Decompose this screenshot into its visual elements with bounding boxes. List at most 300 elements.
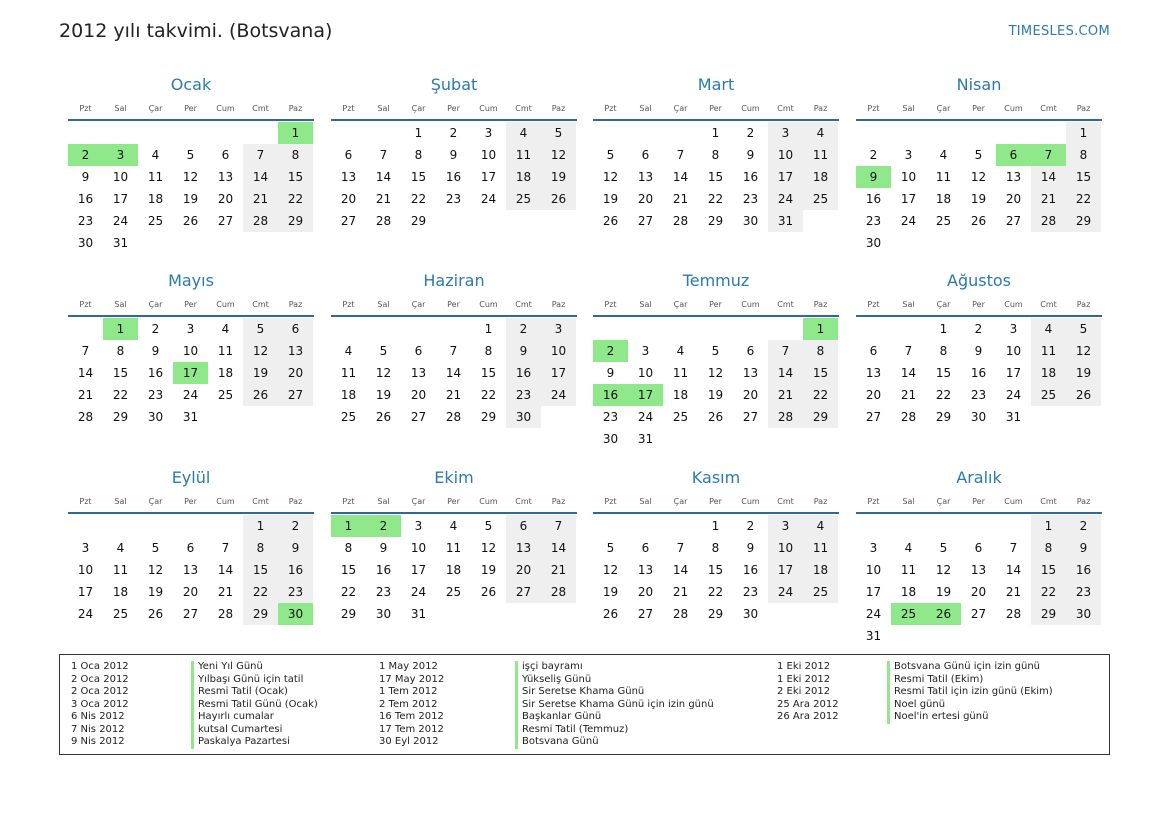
weekday-label: Cum	[479, 497, 498, 506]
day-cell: 19	[602, 192, 619, 206]
day-cell: 31	[637, 432, 654, 446]
day-cell: 19	[541, 166, 576, 188]
weekday-header	[68, 492, 314, 514]
day-cell: 5	[541, 122, 576, 144]
day-grid	[856, 318, 1102, 428]
day-cell: 22	[480, 388, 497, 402]
day-cell: 10	[410, 541, 427, 555]
day-cell: 26	[147, 607, 164, 621]
legend-holiday: Paskalya Pazartesi	[198, 736, 290, 747]
day-cell: 15	[1066, 166, 1101, 188]
day-cell: 25	[803, 188, 838, 210]
weekday-label: Cum	[1004, 497, 1023, 506]
day-cell: 24	[480, 192, 497, 206]
day-cell: 5	[606, 541, 615, 555]
day-cell: 24	[77, 607, 94, 621]
day-cell: 8	[243, 537, 278, 559]
weekday-label: Per	[447, 104, 460, 113]
empty-cell	[331, 318, 366, 340]
day-cell: 19	[707, 388, 724, 402]
legend-date: 1 Tem 2012	[379, 686, 438, 697]
day-cell: 8	[1066, 144, 1101, 166]
day-cell: 24	[900, 214, 917, 228]
day-cell: 22	[707, 192, 724, 206]
legend-date: 17 May 2012	[379, 673, 445, 685]
day-cell: 25	[506, 188, 541, 210]
day-cell: 10	[865, 563, 882, 577]
day-cell: 2	[278, 515, 313, 537]
empty-cell	[331, 122, 366, 144]
empty-cell	[593, 515, 628, 537]
day-cell: 11	[112, 563, 129, 577]
weekday-label: Sal	[377, 104, 390, 113]
day-cell: 18	[803, 166, 838, 188]
legend-holiday: Sir Seretse Khama Günü	[522, 686, 645, 697]
day-cell: 24	[410, 585, 427, 599]
legend-holiday: Sir Seretse Khama Günü için izin günü	[522, 698, 714, 710]
day-cell: 6	[186, 541, 195, 555]
legend-date: 3 Oca 2012	[71, 698, 129, 710]
day-cell: 29	[707, 607, 724, 621]
day-cell: 13	[278, 340, 313, 362]
day-cell: 7	[81, 344, 90, 358]
legend-date: 2 Oca 2012	[71, 686, 129, 697]
weekday-label: Pzt	[604, 104, 617, 113]
empty-cell	[663, 515, 698, 537]
day-cell: 18	[340, 388, 357, 402]
day-cell: 28	[672, 214, 689, 228]
day-cell: 9	[746, 541, 755, 555]
month-calendar	[331, 466, 577, 625]
empty-cell	[138, 515, 173, 537]
day-cell: 2	[974, 322, 983, 336]
month-name: Ocak	[170, 75, 212, 94]
day-cell: 24	[865, 607, 882, 621]
month-name: Ekim	[434, 468, 474, 487]
day-cell: 12	[375, 366, 392, 380]
day-cell: 22	[1031, 581, 1066, 603]
day-cell: 17	[410, 563, 427, 577]
day-cell: 22	[410, 192, 427, 206]
day-cell: 27	[340, 214, 357, 228]
weekday-header	[856, 492, 1102, 514]
weekday-label: Paz	[288, 497, 303, 506]
day-cell: 14	[217, 563, 234, 577]
legend-date: 1 Oca 2012	[71, 661, 129, 672]
empty-cell	[208, 515, 243, 537]
day-cell: 14	[1031, 166, 1066, 188]
legend-dates-1	[71, 661, 129, 749]
day-cell: 16	[506, 362, 541, 384]
day-cell: 5	[939, 541, 948, 555]
day-grid	[68, 122, 314, 254]
day-cell: 4	[506, 122, 541, 144]
day-cell: 17	[112, 192, 129, 206]
day-cell: 22	[803, 384, 838, 406]
empty-cell	[996, 122, 1031, 144]
day-cell: 12	[1066, 340, 1101, 362]
day-cell: 27	[970, 607, 987, 621]
day-cell: 29	[1066, 210, 1101, 232]
day-cell: 23	[865, 214, 882, 228]
brand-link[interactable]: TIMESLES.COM	[1008, 24, 1110, 39]
day-cell: 3	[641, 344, 650, 358]
day-cell: 11	[217, 344, 234, 358]
month-calendar	[856, 73, 1102, 254]
day-cell: 22	[707, 585, 724, 599]
weekday-label: Cmt	[1040, 497, 1057, 506]
day-cell: 18	[112, 585, 129, 599]
empty-cell	[628, 318, 663, 340]
day-cell: 13	[970, 563, 987, 577]
day-cell: 26	[243, 384, 278, 406]
day-cell: 20	[217, 192, 234, 206]
legend-names-1	[191, 661, 318, 749]
day-cell: 8	[414, 148, 423, 162]
day-cell: 8	[484, 344, 493, 358]
day-cell: 22	[278, 188, 313, 210]
empty-cell	[173, 122, 208, 144]
day-cell: 5	[243, 318, 278, 340]
legend-holiday: Botsvana Günü	[522, 736, 599, 747]
day-cell: 30	[602, 432, 619, 446]
empty-cell	[663, 122, 698, 144]
weekday-label: Per	[972, 497, 985, 506]
empty-cell	[103, 515, 138, 537]
day-cell: 18	[1031, 362, 1066, 384]
day-cell: 11	[935, 170, 952, 184]
day-cell: 5	[711, 344, 720, 358]
holiday-day: 9	[856, 166, 891, 188]
empty-cell	[68, 122, 103, 144]
empty-cell	[768, 318, 803, 340]
day-cell: 17	[865, 585, 882, 599]
day-cell: 20	[278, 362, 313, 384]
day-cell: 26	[480, 585, 497, 599]
day-cell: 29	[112, 410, 129, 424]
day-cell: 25	[935, 214, 952, 228]
day-cell: 27	[1005, 214, 1022, 228]
day-cell: 15	[935, 366, 952, 380]
weekday-label: Pzt	[867, 497, 880, 506]
weekday-label: Per	[709, 104, 722, 113]
day-cell: 21	[541, 559, 576, 581]
day-cell: 28	[1005, 607, 1022, 621]
holiday-day: 25	[891, 603, 926, 625]
day-cell: 25	[445, 585, 462, 599]
weekday-label: Sal	[114, 300, 127, 309]
day-cell: 14	[375, 170, 392, 184]
weekday-label: Pzt	[79, 104, 92, 113]
holiday-day: 2	[593, 340, 628, 362]
day-cell: 7	[768, 340, 803, 362]
weekday-header	[68, 99, 314, 121]
day-cell: 25	[217, 388, 234, 402]
weekday-label: Per	[709, 300, 722, 309]
day-cell: 7	[676, 148, 685, 162]
day-cell: 15	[410, 170, 427, 184]
day-cell: 20	[865, 388, 882, 402]
day-cell: 19	[1066, 362, 1101, 384]
legend-date: 25 Ara 2012	[777, 698, 839, 710]
day-cell: 23	[970, 388, 987, 402]
weekday-label: Cmt	[777, 497, 794, 506]
day-cell: 8	[344, 541, 353, 555]
legend-holiday: Hayırlı cumalar	[198, 711, 274, 722]
holiday-day: 30	[278, 603, 313, 625]
day-cell: 11	[340, 366, 357, 380]
day-cell: 25	[672, 410, 689, 424]
day-cell: 10	[182, 344, 199, 358]
day-cell: 23	[375, 585, 392, 599]
legend-date: 26 Ara 2012	[777, 711, 839, 722]
weekday-label: Çar	[148, 300, 163, 309]
weekday-label: Pzt	[79, 300, 92, 309]
day-cell: 27	[506, 581, 541, 603]
weekday-header	[593, 492, 839, 514]
day-cell: 12	[541, 144, 576, 166]
empty-cell	[138, 122, 173, 144]
weekday-header	[331, 295, 577, 317]
month-name: Mayıs	[168, 271, 214, 290]
day-cell: 21	[217, 585, 234, 599]
day-cell: 13	[410, 366, 427, 380]
weekday-label: Cum	[741, 104, 760, 113]
legend-holiday: Resmi Tatil Günü (Ocak)	[198, 698, 318, 710]
weekday-label: Paz	[813, 497, 828, 506]
day-cell: 23	[77, 214, 94, 228]
holiday-day: 17	[173, 362, 208, 384]
legend-date: 30 Eyl 2012	[379, 736, 439, 747]
weekday-label: Paz	[551, 300, 566, 309]
day-cell: 28	[900, 410, 917, 424]
day-cell: 9	[606, 366, 615, 380]
day-cell: 3	[186, 322, 195, 336]
empty-cell	[663, 318, 698, 340]
day-cell: 7	[541, 515, 576, 537]
weekday-label: Cum	[479, 300, 498, 309]
weekday-label: Cum	[216, 104, 235, 113]
empty-cell	[698, 318, 733, 340]
day-grid	[593, 122, 839, 232]
day-cell: 29	[1031, 603, 1066, 625]
day-cell: 19	[602, 585, 619, 599]
empty-cell	[366, 122, 401, 144]
day-cell: 9	[506, 340, 541, 362]
day-cell: 16	[865, 192, 882, 206]
legend-holiday: Noel günü	[894, 698, 946, 710]
weekday-label: Cmt	[252, 497, 269, 506]
day-cell: 13	[340, 170, 357, 184]
month-calendar	[593, 466, 839, 625]
day-cell: 31	[410, 607, 427, 621]
day-cell: 25	[803, 581, 838, 603]
day-cell: 23	[602, 410, 619, 424]
empty-cell	[856, 515, 891, 537]
day-cell: 3	[541, 318, 576, 340]
day-cell: 20	[506, 559, 541, 581]
holiday-day: 2	[366, 515, 401, 537]
weekday-label: Sal	[114, 497, 127, 506]
day-cell: 25	[340, 410, 357, 424]
day-cell: 28	[243, 210, 278, 232]
day-cell: 18	[803, 559, 838, 581]
day-cell: 14	[900, 366, 917, 380]
day-cell: 2	[1066, 515, 1101, 537]
empty-cell	[926, 122, 961, 144]
day-cell: 27	[637, 607, 654, 621]
empty-cell	[173, 515, 208, 537]
legend-names-3	[887, 661, 1053, 724]
day-cell: 7	[243, 144, 278, 166]
day-cell: 31	[1005, 410, 1022, 424]
day-cell: 4	[803, 515, 838, 537]
day-cell: 29	[340, 607, 357, 621]
month-calendar	[68, 269, 314, 428]
weekday-label: Sal	[639, 497, 652, 506]
day-cell: 15	[707, 170, 724, 184]
day-cell: 6	[641, 541, 650, 555]
day-cell: 31	[182, 410, 199, 424]
day-cell: 2	[746, 519, 755, 533]
day-cell: 5	[151, 541, 160, 555]
weekday-label: Çar	[673, 300, 688, 309]
day-cell: 24	[112, 214, 129, 228]
legend-date: 1 May 2012	[379, 661, 438, 672]
day-cell: 3	[1009, 322, 1018, 336]
day-cell: 14	[672, 563, 689, 577]
day-cell: 19	[182, 192, 199, 206]
weekday-label: Cum	[216, 300, 235, 309]
day-cell: 1	[243, 515, 278, 537]
legend-dates-3	[777, 661, 839, 724]
day-cell: 2	[449, 126, 458, 140]
day-cell: 29	[935, 410, 952, 424]
weekday-label: Per	[447, 300, 460, 309]
day-cell: 17	[541, 362, 576, 384]
day-cell: 16	[742, 563, 759, 577]
day-cell: 21	[768, 384, 803, 406]
weekday-label: Paz	[1076, 104, 1091, 113]
day-cell: 20	[340, 192, 357, 206]
day-cell: 28	[77, 410, 94, 424]
weekday-label: Çar	[936, 497, 951, 506]
day-cell: 16	[742, 170, 759, 184]
weekday-label: Paz	[813, 300, 828, 309]
weekday-label: Sal	[639, 300, 652, 309]
weekday-label: Cum	[741, 300, 760, 309]
day-cell: 18	[506, 166, 541, 188]
day-cell: 10	[768, 144, 803, 166]
day-cell: 8	[116, 344, 125, 358]
day-cell: 30	[970, 410, 987, 424]
day-cell: 21	[1005, 585, 1022, 599]
day-cell: 14	[243, 166, 278, 188]
weekday-label: Cum	[741, 497, 760, 506]
day-cell: 5	[484, 519, 493, 533]
day-cell: 4	[151, 148, 160, 162]
day-cell: 20	[182, 585, 199, 599]
day-cell: 17	[768, 559, 803, 581]
day-cell: 9	[81, 170, 90, 184]
day-cell: 15	[1031, 559, 1066, 581]
day-cell: 11	[672, 366, 689, 380]
weekday-label: Per	[447, 497, 460, 506]
empty-cell	[401, 318, 436, 340]
legend-holiday: işçi bayramı	[522, 661, 583, 672]
day-cell: 7	[1009, 541, 1018, 555]
weekday-label: Cmt	[1040, 300, 1057, 309]
legend-holiday: kutsal Cumartesi	[198, 723, 283, 735]
day-cell: 7	[449, 344, 458, 358]
day-cell: 28	[768, 406, 803, 428]
day-cell: 2	[869, 148, 878, 162]
day-cell: 25	[1031, 384, 1066, 406]
day-cell: 10	[768, 537, 803, 559]
weekday-label: Per	[972, 104, 985, 113]
day-cell: 27	[865, 410, 882, 424]
holiday-day: 1	[278, 122, 313, 144]
empty-cell	[856, 122, 891, 144]
day-cell: 30	[506, 406, 541, 428]
day-cell: 9	[278, 537, 313, 559]
day-cell: 6	[278, 318, 313, 340]
day-cell: 4	[221, 322, 230, 336]
weekday-label: Per	[184, 104, 197, 113]
day-cell: 23	[506, 384, 541, 406]
day-cell: 19	[480, 563, 497, 577]
day-cell: 16	[1066, 559, 1101, 581]
holiday-day: 1	[331, 515, 366, 537]
day-cell: 3	[904, 148, 913, 162]
day-cell: 10	[112, 170, 129, 184]
legend-date: 6 Nis 2012	[71, 711, 125, 722]
day-cell: 25	[147, 214, 164, 228]
day-cell: 20	[970, 585, 987, 599]
day-cell: 18	[445, 563, 462, 577]
weekday-label: Per	[184, 497, 197, 506]
day-cell: 12	[243, 340, 278, 362]
month-name: Aralık	[956, 468, 1002, 487]
day-cell: 31	[865, 629, 882, 643]
day-cell: 22	[243, 581, 278, 603]
month-name: Haziran	[423, 271, 485, 290]
legend-holiday: Resmi Tatil (Temmuz)	[522, 723, 629, 735]
day-cell: 23	[445, 192, 462, 206]
day-cell: 22	[340, 585, 357, 599]
day-cell: 27	[742, 410, 759, 424]
weekday-label: Sal	[639, 104, 652, 113]
day-cell: 3	[869, 541, 878, 555]
day-cell: 24	[182, 388, 199, 402]
weekday-label: Cmt	[515, 300, 532, 309]
day-cell: 3	[81, 541, 90, 555]
day-cell: 26	[602, 607, 619, 621]
day-grid	[593, 318, 839, 450]
holiday-day: 2	[68, 144, 103, 166]
weekday-label: Çar	[673, 104, 688, 113]
day-cell: 9	[379, 541, 388, 555]
legend-names-2	[515, 661, 714, 749]
legend-holiday: Yeni Yıl Günü	[198, 661, 263, 672]
day-cell: 30	[742, 214, 759, 228]
month-calendar	[68, 73, 314, 254]
month-calendar	[856, 466, 1102, 647]
day-cell: 26	[970, 214, 987, 228]
empty-cell	[733, 318, 768, 340]
empty-cell	[208, 122, 243, 144]
day-cell: 10	[480, 148, 497, 162]
